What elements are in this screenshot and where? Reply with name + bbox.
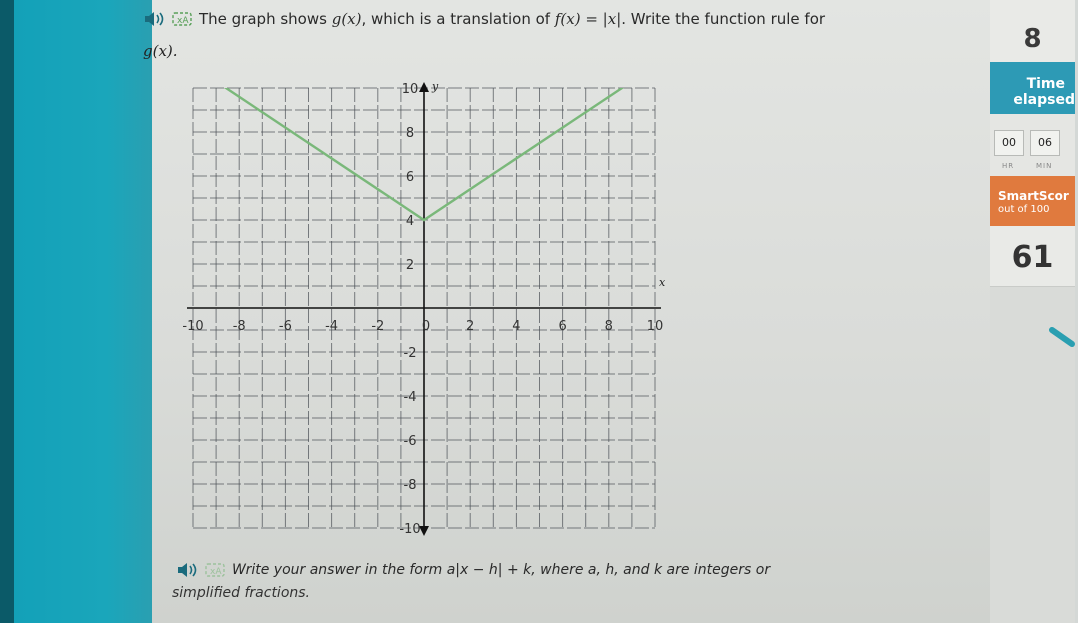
clock-minutes-label: MIN [1036,162,1053,170]
x-tick-label: 0 [421,319,431,334]
question-number: 8 [1023,24,1042,54]
x-tick-label: 10 [646,319,664,334]
speaker-icon-2[interactable] [176,562,198,578]
smartscore-value: 61 [1011,240,1054,275]
y-axis-label: y [432,80,439,93]
svg-text:xA: xA [177,16,189,26]
y-tick-label: -2 [403,346,417,361]
y-tick-label: 2 [405,258,415,273]
answer-instructions [176,562,770,578]
svg-text:xA: xA [210,567,222,577]
y-tick-label: 6 [405,170,415,185]
x-tick-label: -8 [232,319,246,334]
coordinate-graph [182,78,666,538]
time-label: Time [1026,76,1065,92]
left-panel [0,0,152,623]
smartscore-label: SmartScor [998,189,1069,203]
g-of-x: g(x) [331,10,362,28]
clock-minutes: 06 [1030,130,1060,156]
clock-hours: 00 [994,130,1024,156]
y-tick-label: 10 [401,82,419,97]
smartscore-header [990,176,1075,226]
y-axis-arrow-up [419,82,429,92]
left-edge [0,0,14,623]
prompt-text: The graph shows g(x), which is a translation of f(x) = |x|. Write the function rule for [199,10,826,28]
x-tick-label: -6 [278,319,292,334]
y-tick-label: -10 [399,522,421,537]
sidebar [990,0,1075,623]
elapsed-label: elapsed [1013,92,1075,108]
translate-icon-2[interactable] [204,562,226,578]
x-tick-label: 6 [558,319,567,334]
prompt-line-2: g(x). [143,42,178,60]
f-definition: f(x) = |x| [554,10,622,28]
time-clock [990,114,1075,176]
answer-line-2: simplified fractions. [172,585,311,601]
x-tick-label: 4 [512,319,521,334]
translate-icon[interactable] [171,11,193,27]
pen-stroke-icon [1050,326,1078,348]
x-axis-label: x [659,276,666,289]
x-tick-label: -4 [325,319,339,334]
clock-hours-label: HR [1002,162,1015,170]
y-tick-label: -8 [403,478,417,493]
x-tick-label: -2 [371,319,385,334]
question-prompt [143,10,825,28]
y-tick-label: -4 [403,390,417,405]
y-tick-label: 8 [405,126,415,141]
answer-line-1: Write your answer in the form a|x − h| + k, where a, h, and k are integers or [232,562,771,578]
x-tick-label: -10 [182,319,204,334]
smartscore-sub: out of 100 [998,204,1050,215]
question-number-box [990,0,1075,63]
x-tick-label: 8 [604,319,613,334]
time-elapsed-header [990,62,1075,114]
speaker-icon[interactable] [143,11,165,27]
y-tick-label: 4 [405,214,415,229]
y-tick-label: -6 [403,434,417,449]
smartscore-box [990,226,1075,287]
x-tick-label: 2 [466,319,475,334]
